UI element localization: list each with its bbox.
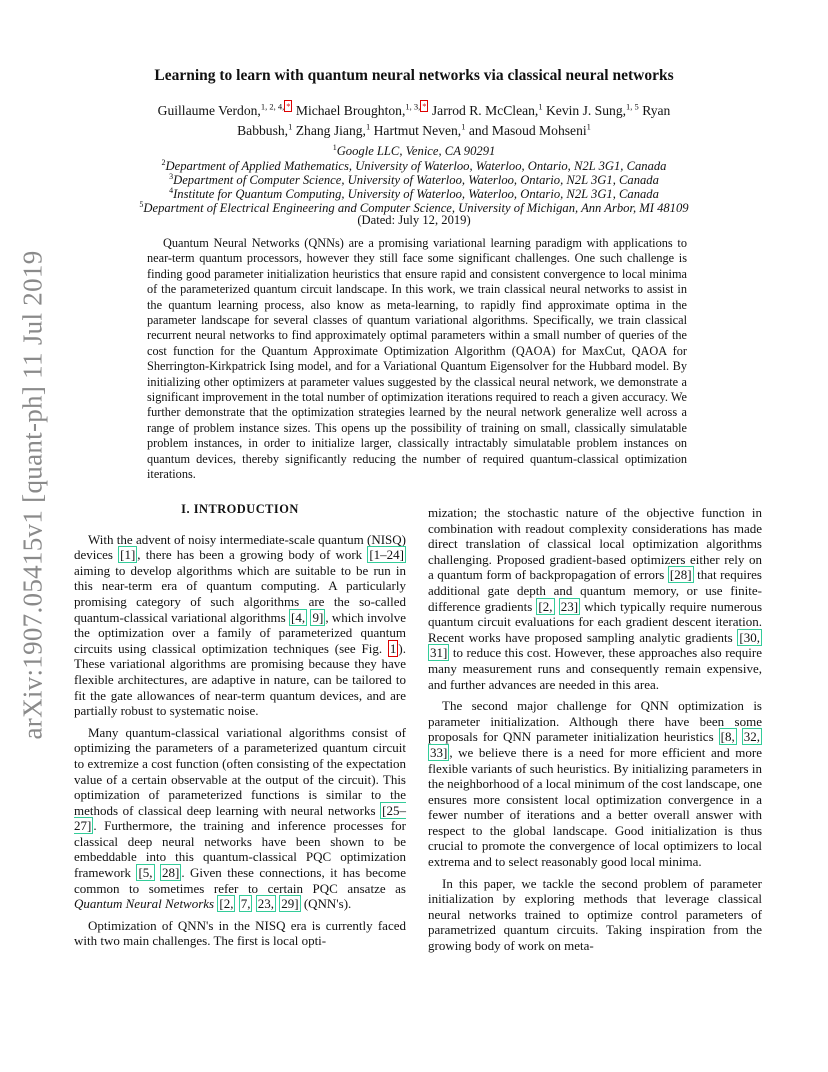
paragraph: mization; the stochastic nature of the objective function in combination with readout complexity considerations has made direct translation of classical local optimization algorithms challenging. Proposed gradient-based optimizers either rely on a quantum form of backpropagation of errors [28] that requires additional gate depth and quantum memory, or use finite-difference gradients [2, 23] which typically require numerous quantum circuit evaluations for each gradient descent iteration. Recent works have proposed sampling analytic gradients [30, 31] to reduce this cost. However, these approaches also require many measurement runs and consequently remain expensive, and further advances are needed in this area. xyxy=(428,505,763,692)
figure-link[interactable]: 1 xyxy=(389,640,397,656)
author-affil-mark: 1, 2, 4, xyxy=(260,101,285,112)
author-affil-mark: 1 xyxy=(365,121,371,132)
affiliation-number: 5 xyxy=(139,200,144,209)
citation-link[interactable]: [30, xyxy=(739,629,760,645)
citation-link[interactable]: [28] xyxy=(669,567,692,583)
citation-link[interactable]: 9] xyxy=(312,609,324,625)
citation-link[interactable]: 33] xyxy=(430,744,448,760)
author-name: and Masoud Mohseni xyxy=(465,123,587,138)
author-affil-mark: 1 xyxy=(288,121,293,132)
dated-line: (Dated: July 12, 2019) xyxy=(357,213,471,227)
author-name: Kevin J. Sung, xyxy=(542,103,627,118)
section-heading: I. INTRODUCTION xyxy=(181,502,299,516)
affiliation-number: 1 xyxy=(332,143,337,152)
paragraph: In this paper, we tackle the second problem of parameter initialization by exploring methods that leverage classical neural networks trained to optimize control parameters of parametrized quantum circuits. Taking inspiration from the growing body of work on meta- xyxy=(428,875,762,954)
citation-link[interactable]: 31] xyxy=(430,645,448,661)
paragraph: With the advent of noisy intermediate-scale quantum (NISQ) devices [1] , there has been a growing body of work [1–24] aiming to develop algorithms which are suitable to be run in this near-term era of quantum computing. A particularly promising category of such algorithms are the so-called quantum-classical variational algorithms [4, 9] , which involve the optimization over a family of parameterized quantum circuits using classical optimization techniques (see Fig. 1 ). These variational algorithms are promising because they have flexible architectures, are adaptive in nature, can be tailored to fit the gate allowances of near-term quantum devices, and are partially robust to systematic noise. xyxy=(74,531,407,719)
citation-link[interactable]: [1–24] xyxy=(369,547,404,563)
citation-link[interactable]: 32, xyxy=(743,729,760,745)
left-column xyxy=(74,502,406,955)
right-column xyxy=(428,505,762,960)
citation-link[interactable]: [5, xyxy=(138,865,153,881)
author-affil-mark: 1 xyxy=(538,101,543,112)
author-affil-mark: 1, 5 xyxy=(626,101,639,112)
author-affil-mark: 1, 3, xyxy=(405,101,421,112)
affiliation-text: Google LLC, Venice, CA 90291 xyxy=(336,144,496,159)
author-name: Zhang Jiang, xyxy=(292,123,366,138)
affiliation-number: 4 xyxy=(169,186,174,195)
citation-link[interactable]: 29] xyxy=(281,896,299,912)
author-affil-mark: 1 xyxy=(461,121,466,132)
emphasis-text: Quantum Neural Networks xyxy=(74,896,215,912)
author-name: Guillaume Verdon, xyxy=(157,103,261,118)
affiliation-text: Department of Computer Science, University of Waterloo, Waterloo, Ontario, N2L 3G1, Canada xyxy=(173,173,659,188)
author-list xyxy=(140,101,688,141)
citation-link[interactable]: [8, xyxy=(720,729,735,745)
abstract-text: Quantum Neural Networks (QNNs) are a promising variational learning paradigm with applications to near-term quantum processors, however they still face some significant challenges. One such challenge is finding good parameter initialization heuristics that ensure rapid and consistent convergence to local minima of the parameterized quantum circuit landscape. In this work, we train classical neural networks to assist in the quantum learning process, also know as meta-learning, to rapidly find approximate optima in the parameter landscape for several classes of quantum variational algorithms. Specifically, we train classical recurrent neural networks to find approximately optimal parameters within a small number of queries of the cost function for the Quantum Approximate Optimization Algorithm (QAOA) for MaxCut, QAOA for Sherrington-Kirkpatrick Ising model, and for a Variational Quantum Eigensolver for the Hubbard model. By initializing other optimizers at parameter values suggested by the classical neural network, we demonstrate a significant improvement in the total number of optimization iterations required to reach a given accuracy. We further demonstrate that the optimization strategies learned by the neural network generalize well across a range of problem instance sizes. This opens up the possibility of training on small, classically simulatable problem instances, in order to initialize larger, classically intractably simulatable problem instances on quantum devices, thereby significantly reducing the number of required quantum-classical optimization iterations. xyxy=(147,236,687,482)
author-affil-mark: 1 xyxy=(586,121,591,132)
citation-link[interactable]: [4, xyxy=(291,609,306,625)
citation-link[interactable]: [2, xyxy=(538,598,553,614)
author-name: Hartmut Neven, xyxy=(370,123,462,138)
paragraph: The second major challenge for QNN optimization is parameter initialization. Although there have been some proposals for QNN parameter initialization heuristics [8, 32, 33] , we believe there is a need for more efficient and more flexible variants of such heuristics. By initializing parameters in the neighborhood of a local minimum of the cost landscape, one ensures more consistent local optimization convergence in a fewer number of iterations and a better overall answer with respect to the global landscape. Good initialization is thus crucial to promote the convergence of local optimizers to local extrema and to select reasonably good local minima. xyxy=(428,698,762,870)
citation-link[interactable]: 7, xyxy=(240,896,251,912)
citation-link[interactable]: [25–27] xyxy=(74,802,406,834)
arxiv-identifier-stamp xyxy=(10,250,56,740)
footnote-link[interactable]: * xyxy=(286,101,291,112)
paragraph: Many quantum-classical variational algorithms consist of optimizing the parameters of a parameterized quantum circuit to extremize a cost function (often consisting of the expectation value of a certain observable at the output of the circuit). This optimization of parameterized functions is similar to the methods of classical deep learning with neural networks [25–27] . Furthermore, the training and inference processes for classical deep neural networks have been shown to be embeddable into this quantum-classical PQC optimization framework [5, 28] . Given these connections, it has become common to sometimes refer to certain PQC ansatze as Quantum Neural Networks [2, 7, 23, 29] (QNN's). xyxy=(74,724,406,912)
affiliation-text: Department of Applied Mathematics, University of Waterloo, Waterloo, Ontario, N2L 3G1, Canada xyxy=(165,159,667,174)
citation-link[interactable]: 23, xyxy=(257,896,274,912)
paragraph: Optimization of QNN's in the NISQ era is currently faced with two main challenges. The first is local opti- xyxy=(74,917,406,949)
arxiv-id-text: arXiv:1907.05415v1 [quant-ph] 11 Jul 2019 xyxy=(17,250,48,740)
affiliation-text: Institute for Quantum Computing, University of Waterloo, Waterloo, Ontario, N2L 3G1, Canada xyxy=(173,187,659,202)
author-name: Ryan Babbush, xyxy=(237,103,671,138)
author-name: Jarrod R. McClean, xyxy=(428,103,539,118)
citation-link[interactable]: [1] xyxy=(120,547,136,563)
paper-title: Learning to learn with quantum neural networks via classical neural networks xyxy=(154,67,674,84)
citation-link[interactable]: 28] xyxy=(162,865,180,881)
citation-link[interactable]: [2, xyxy=(219,896,234,912)
affiliation-text: Department of Electrical Engineering and Computer Science, University of Michigan, Ann Arbor, MI 48109 xyxy=(143,201,689,216)
author-name: Michael Broughton, xyxy=(292,103,406,118)
footnote-link[interactable]: * xyxy=(422,101,427,112)
abstract xyxy=(147,236,687,483)
citation-link[interactable]: 23] xyxy=(560,598,579,614)
affiliation-number: 3 xyxy=(169,172,174,181)
affiliation-number: 2 xyxy=(161,158,166,167)
